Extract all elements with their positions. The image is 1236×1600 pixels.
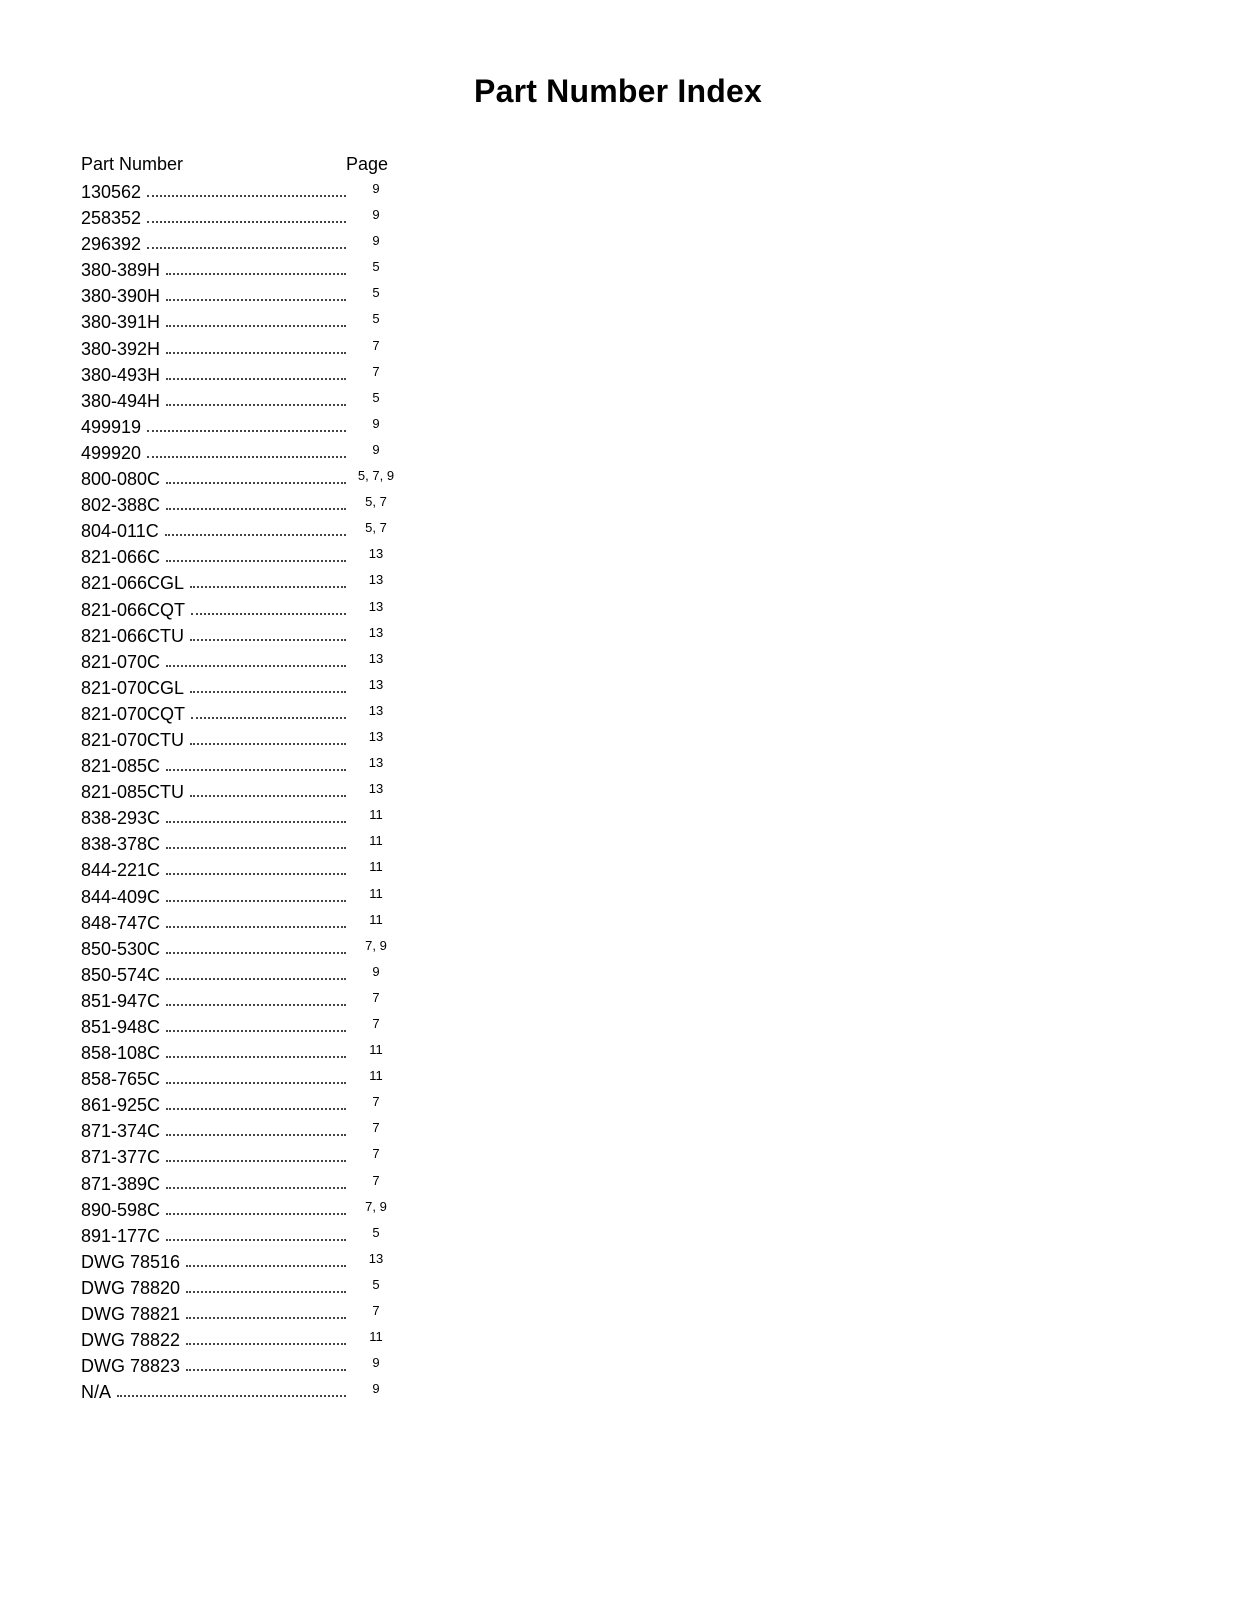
index-row	[81, 1042, 411, 1068]
page-number: 5	[372, 1276, 380, 1292]
page-number: 7	[372, 1094, 380, 1110]
part-number: DWG 78821	[81, 1303, 184, 1325]
dot-leader	[166, 560, 346, 562]
dot-leader	[166, 847, 346, 849]
index-row	[81, 442, 411, 468]
part-number: 871-377C	[81, 1146, 164, 1168]
index-row	[81, 755, 411, 781]
part-number: 499919	[81, 416, 145, 438]
dot-leader	[166, 1082, 346, 1084]
part-number: DWG 78822	[81, 1329, 184, 1351]
part-number: 821-070CGL	[81, 677, 188, 699]
dot-leader	[117, 1395, 346, 1397]
index-row	[81, 625, 411, 651]
part-number: 890-598C	[81, 1199, 164, 1221]
dot-leader	[166, 378, 346, 380]
page-number: 9	[372, 441, 380, 457]
part-number: DWG 78823	[81, 1355, 184, 1377]
page-number: 5	[372, 259, 380, 275]
dot-leader	[190, 586, 346, 588]
dot-leader	[191, 717, 346, 719]
index-row	[81, 833, 411, 859]
index-row	[81, 1094, 411, 1120]
part-number: 380-494H	[81, 390, 164, 412]
page-number: 13	[368, 598, 384, 614]
part-number: 838-293C	[81, 807, 164, 829]
dot-leader	[166, 769, 346, 771]
page-number: 5	[372, 389, 380, 405]
page-number: 5, 7	[365, 494, 387, 510]
dot-leader	[166, 1056, 346, 1058]
page-number: 5	[372, 285, 380, 301]
dot-leader	[147, 247, 346, 249]
page-number: 7	[372, 1146, 380, 1162]
part-number: 499920	[81, 442, 145, 464]
dot-leader	[166, 665, 346, 667]
page-number: 7	[372, 1120, 380, 1136]
dot-leader	[165, 534, 346, 536]
index-row	[81, 285, 411, 311]
index-row	[81, 938, 411, 964]
dot-leader	[186, 1291, 346, 1293]
part-number: 380-390H	[81, 285, 164, 307]
dot-leader	[190, 743, 346, 745]
dot-leader	[190, 691, 346, 693]
part-number: 844-221C	[81, 859, 164, 881]
part-number: 380-389H	[81, 259, 164, 281]
header-page: Page	[346, 154, 389, 174]
dot-leader	[190, 795, 346, 797]
page-number: 11	[369, 1329, 383, 1345]
part-number: 891-177C	[81, 1225, 164, 1247]
index-row	[81, 181, 411, 207]
part-number: 821-070C	[81, 651, 164, 673]
dot-leader	[166, 299, 346, 301]
part-number: 821-066CQT	[81, 599, 189, 621]
part-number: 844-409C	[81, 886, 164, 908]
index-row	[81, 207, 411, 233]
part-number: 850-574C	[81, 964, 164, 986]
part-number: 130562	[81, 181, 145, 203]
index-row	[81, 1381, 411, 1407]
part-number: 821-070CTU	[81, 729, 188, 751]
dot-leader	[166, 1134, 346, 1136]
index-row	[81, 416, 411, 442]
index-row	[81, 886, 411, 912]
index-row	[81, 1173, 411, 1199]
part-number: 871-389C	[81, 1173, 164, 1195]
page-number: 7, 9	[365, 937, 387, 953]
dot-leader	[166, 1160, 346, 1162]
part-number: 380-391H	[81, 311, 164, 333]
part-number: 871-374C	[81, 1120, 164, 1142]
dot-leader	[166, 900, 346, 902]
dot-leader	[166, 404, 346, 406]
part-number: 258352	[81, 207, 145, 229]
part-number: 851-948C	[81, 1016, 164, 1038]
index-row	[81, 494, 411, 520]
dot-leader	[147, 221, 346, 223]
dot-leader	[166, 508, 346, 510]
index-row	[81, 572, 411, 598]
dot-leader	[166, 1004, 346, 1006]
page-number: 11	[369, 885, 383, 901]
index-row	[81, 703, 411, 729]
header-part-number: Part Number	[81, 154, 184, 174]
dot-leader	[166, 273, 346, 275]
page-number: 9	[372, 1381, 380, 1397]
index-row	[81, 990, 411, 1016]
part-number: 838-378C	[81, 833, 164, 855]
part-number: N/A	[81, 1381, 115, 1403]
dot-leader	[186, 1369, 346, 1371]
page-number: 9	[372, 415, 380, 431]
page-number: 13	[368, 728, 384, 744]
page-number: 9	[372, 1355, 380, 1371]
part-number: 850-530C	[81, 938, 164, 960]
page-number: 9	[372, 207, 380, 223]
page-number: 11	[369, 1068, 383, 1084]
page-number: 7	[372, 989, 380, 1005]
dot-leader	[166, 1030, 346, 1032]
dot-leader	[166, 926, 346, 928]
page-number: 13	[368, 755, 384, 771]
part-number: 861-925C	[81, 1094, 164, 1116]
index-row	[81, 259, 411, 285]
part-number: 848-747C	[81, 912, 164, 934]
dot-leader	[190, 639, 346, 641]
dot-leader	[166, 978, 346, 980]
page-number: 7	[372, 1016, 380, 1031]
index-row	[81, 651, 411, 677]
dot-leader	[166, 1187, 346, 1189]
part-number: 800-080C	[81, 468, 164, 490]
index-row	[81, 1146, 411, 1172]
page-number: 9	[372, 233, 380, 249]
part-number: 851-947C	[81, 990, 164, 1012]
index-row	[81, 599, 411, 625]
part-number: 804-011C	[81, 520, 163, 542]
page-number: 11	[369, 833, 383, 849]
part-number: 821-085C	[81, 755, 164, 777]
page-number: 9	[372, 181, 380, 196]
part-number: 380-493H	[81, 364, 164, 386]
page-number: 13	[368, 624, 384, 640]
dot-leader	[166, 482, 346, 484]
dot-leader	[166, 1239, 346, 1241]
part-number: DWG 78516	[81, 1251, 184, 1273]
dot-leader	[166, 952, 346, 954]
index-row	[81, 338, 411, 364]
part-number: 296392	[81, 233, 145, 255]
dot-leader	[166, 1108, 346, 1110]
index-row	[81, 233, 411, 259]
page-number: 11	[369, 807, 383, 823]
page-number: 7	[372, 337, 380, 353]
page-number: 11	[369, 1042, 383, 1058]
index-row	[81, 807, 411, 833]
index-row	[81, 859, 411, 885]
index-row	[81, 520, 411, 546]
page-number: 13	[368, 781, 384, 797]
part-number: 821-066CTU	[81, 625, 188, 647]
part-number: DWG 78820	[81, 1277, 184, 1299]
part-number: 858-108C	[81, 1042, 164, 1064]
dot-leader	[147, 456, 346, 458]
dot-leader	[166, 325, 346, 327]
index-row	[81, 1016, 411, 1042]
dot-leader	[186, 1343, 346, 1345]
page-number: 13	[368, 546, 384, 562]
page-number: 5	[372, 1224, 380, 1240]
index-row	[81, 1199, 411, 1225]
index-row	[81, 781, 411, 807]
index-row	[81, 1277, 411, 1303]
index-row	[81, 390, 411, 416]
part-number: 821-085CTU	[81, 781, 188, 803]
part-number: 380-392H	[81, 338, 164, 360]
page-number: 5, 7	[365, 520, 387, 536]
page-number: 5, 7, 9	[357, 468, 395, 484]
index-row	[81, 364, 411, 390]
page-number: 7	[372, 1303, 380, 1319]
dot-leader	[166, 352, 346, 354]
dot-leader	[186, 1265, 346, 1267]
page-number: 13	[368, 1250, 384, 1266]
page-number: 7	[372, 363, 380, 379]
page-number: 7	[372, 1172, 380, 1188]
index-row	[81, 1225, 411, 1251]
part-number: 821-070CQT	[81, 703, 189, 725]
index-row	[81, 729, 411, 755]
dot-leader	[186, 1317, 346, 1319]
part-number: 821-066C	[81, 546, 164, 568]
index-row	[81, 1355, 411, 1381]
part-number: 858-765C	[81, 1068, 164, 1090]
index-row	[81, 677, 411, 703]
index-row	[81, 1303, 411, 1329]
page-number: 11	[369, 859, 383, 875]
dot-leader	[147, 430, 346, 432]
dot-leader	[191, 613, 346, 615]
part-number: 802-388C	[81, 494, 164, 516]
index-row	[81, 311, 411, 337]
page-number: 7, 9	[365, 1198, 387, 1214]
page-number: 13	[368, 702, 384, 718]
page-number: 13	[368, 676, 384, 692]
index-row	[81, 964, 411, 990]
page-number: 11	[369, 911, 383, 927]
index-row	[81, 468, 411, 494]
dot-leader	[166, 821, 346, 823]
page-number: 13	[368, 572, 384, 588]
page-number: 9	[372, 963, 380, 979]
page-number: 13	[368, 650, 384, 666]
part-number: 821-066CGL	[81, 572, 188, 594]
page-title: Part Number Index	[474, 73, 762, 109]
page-number: 5	[372, 311, 380, 327]
index-row	[81, 546, 411, 572]
index-row	[81, 1329, 411, 1355]
dot-leader	[166, 1213, 346, 1215]
index-row	[81, 1068, 411, 1094]
index-row	[81, 912, 411, 938]
dot-leader	[147, 195, 346, 197]
dot-leader	[166, 873, 346, 875]
part-number-index-list	[81, 181, 411, 1407]
index-row	[81, 1120, 411, 1146]
index-row	[81, 1251, 411, 1277]
